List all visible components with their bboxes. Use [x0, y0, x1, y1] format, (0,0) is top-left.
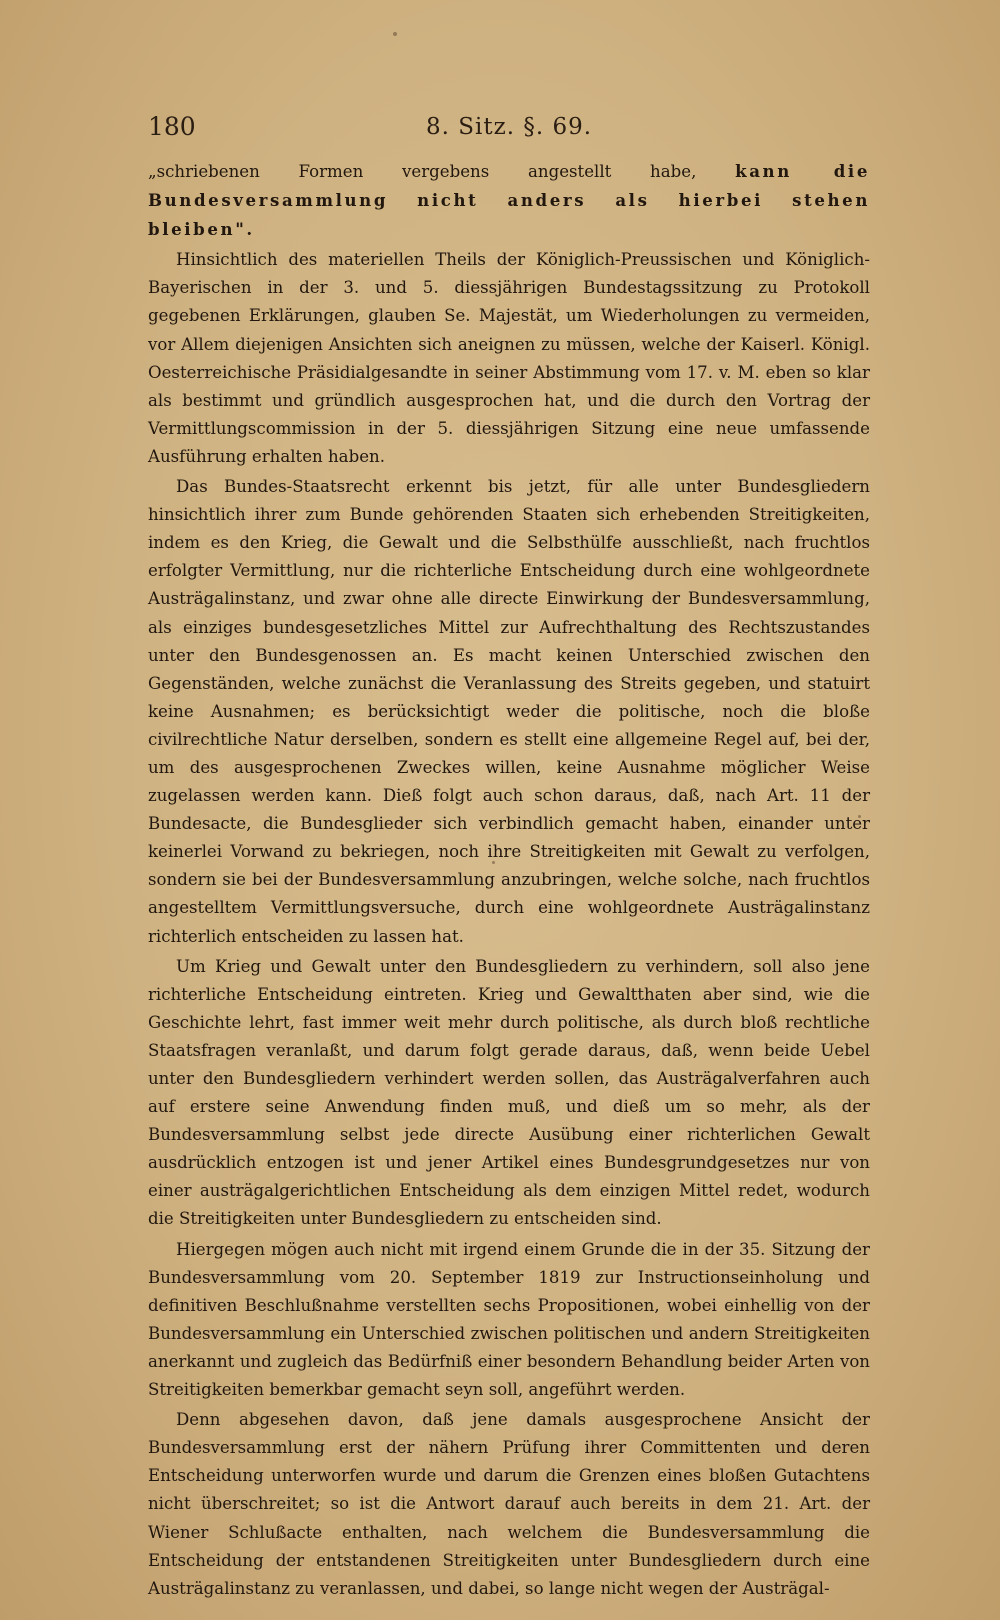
paragraph: Denn abgesehen davon, daß jene damals ausgesprochene Ansicht der Bundesversammlung erst der nähern Prüfung ihrer Committenten und deren Entscheidung unterworfen wurde und darum die Grenzen eines bloßen Gutachtens nicht überschreitet; so ist die Antwort darauf auch bereits in dem 21. Art. der Wiener Schlußacte enthalten, nach welchem die Bundesversammlung die Entscheidung der entstandenen Streitigkeiten unter Bundesgliedern durch eine Austrägalinstanz zu veranlassen, und dabei, so lange nicht wegen der Austrägal-	[148, 1410, 870, 1598]
page-body	[148, 157, 870, 1605]
running-head: 8. Sitz. §. 69.	[425, 114, 593, 140]
paragraph: Um Krieg und Gewalt unter den Bundesgliedern zu verhindern, soll also jene richterliche Entscheidung eintreten. Krieg und Gewaltthaten aber sind, wie die Geschichte lehrt, fast immer weit mehr durch politische, als durch bloß rechtliche Staatsfragen veranlaßt, und darum folgt gerade daraus, daß, wenn beide Uebel unter den Bundesgliedern verhindert werden sollen, das Austrägalverfahren auch auf erstere seine Anwendung finden muß, und dieß um so mehr, als der Bundesversammlung selbst jede directe Ausübung einer richterlichen Gewalt ausdrücklich entzogen ist und jener Artikel eines Bundesgrundgesetzes nur von einer austrägalgerichtlichen Entscheidung als dem einzigen Mittel redet, wodurch die Streitigkeiten unter Bundesgliedern zu entscheiden sind.	[148, 956, 870, 1229]
paragraph: Hiergegen mögen auch nicht mit irgend einem Grunde die in der 35. Sitzung der Bundesversammlung vom 20. September 1819 zur Instructionseinholung und definitiven Beschlußnahme verstellten sechs Propositionen, wobei einhellig von der Bundesversammlung ein Unterschied zwischen politischen und andern Streitigkeiten anerkannt und zugleich das Bedürfniß einer besondern Behandlung beider Arten von Streitigkeiten bemerkbar gemacht seyn soll, angeführt werden.	[148, 1239, 870, 1400]
paragraph-text: „schriebenen Formen vergebens angestellt habe, kann die Bundesversammlung nicht anders als hierbei stehen bleiben".	[148, 161, 870, 240]
spaced-emphasis: kann die Bundesversammlung nicht anders als hierbei stehen bleiben".	[148, 161, 870, 240]
paragraph: Das Bundes-Staatsrecht erkennt bis jetzt, für alle unter Bundesgliedern hinsichtlich ihrer zum Bunde gehörenden Staaten sich erhebenden Streitigkeiten, indem es den Krieg, die Gewalt und die Selbsthülfe ausschließt, nach fruchtlos erfolgter Vermittlung, nur die richterliche Entscheidung durch eine wohlgeordnete Austrägalinstanz, und zwar ohne alle directe Einwirkung der Bundesversammlung, als einziges bundesgesetzliches Mittel zur Aufrechthaltung des Rechtszustandes unter den Bundesgenossen an. Es macht keinen Unterschied zwischen den Gegenständen, welche zunächst die Veranlassung des Streits gegeben, und statuirt keine Ausnahmen; es berücksichtigt weder die politische, noch die bloße civilrechtliche Natur derselben, sondern es stellt eine allgemeine Regel auf, bei der, um des ausgesprochenen Zweckes willen, keine Ausnahme möglicher Weise zugelassen werden kann. Dieß folgt auch schon daraus, daß, nach Art. 11 der Bundesacte, die Bundesglieder sich verbindlich gemacht haben, einander unter keinerlei Vorwand zu bekriegen, noch ihre Streitigkeiten mit Gewalt zu verfolgen, sondern sie bei der Bundesversammlung anzubringen, welche solche, nach fruchtlos angestelltem Vermittlungsversuche, durch eine wohlgeordnete Austrägalinstanz richterlich entscheiden zu lassen hat.	[148, 477, 870, 946]
ink-speck	[393, 32, 397, 36]
page-header	[148, 112, 870, 148]
paragraph: Hinsichtlich des materiellen Theils der Königlich-Preussischen und Königlich-Bayerischen in der 3. und 5. diessjährigen Bundestagssitzung zu Protokoll gegebenen Erklärungen, glauben Se. Majestät, um Wiederholungen zu vermeiden, vor Allem diejenigen Ansichten sich aneignen zu müssen, welche der Kaiserl. Königl. Oesterreichische Präsidialgesandte in seiner Abstimmung vom 17. v. M. eben so klar als bestimmt und gründlich ausgesprochen hat, und die durch den Vortrag der Vermittlungscommission in der 5. diessjährigen Sitzung eine neue umfassende Ausführung erhalten haben.	[148, 250, 870, 466]
page-number: 180	[148, 112, 196, 141]
paragraph-continuation	[148, 157, 870, 244]
